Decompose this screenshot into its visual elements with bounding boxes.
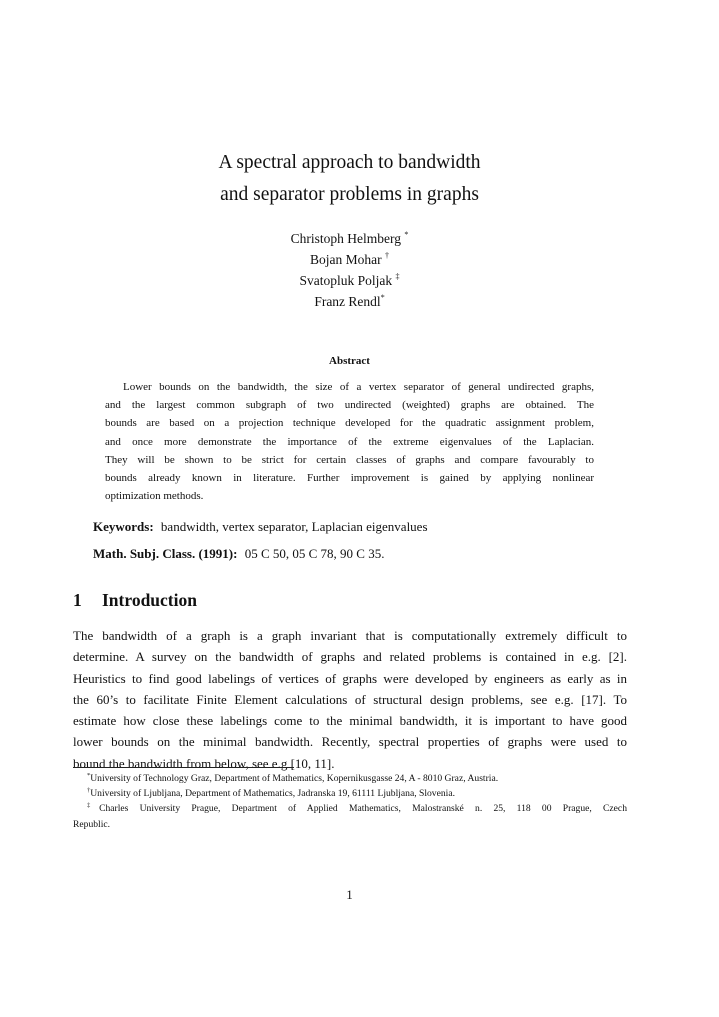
abstract-text	[105, 378, 594, 505]
footnote-mark: †	[87, 787, 91, 795]
paragraph-line: the 60’s to facilitate Finite Element calculations of structural design problems, see e.g. [17]. To	[73, 691, 627, 707]
footnote	[73, 786, 627, 801]
footnote	[73, 771, 627, 786]
paper-title	[0, 147, 699, 211]
author-entry	[0, 291, 699, 312]
title-line-1: A spectral approach to bandwidth	[218, 152, 481, 173]
footnote-text: Republic.	[73, 818, 111, 830]
paragraph-line: lower bounds on the minimal bandwidth. Recently, spectral properties of graphs were used to	[73, 734, 627, 750]
footnote-text: University of Ljubljana, Department of Mathematics, Jadranska 19, 61111 Ljubljana, Slovenia.	[90, 788, 455, 800]
author-footnote-mark: ‡	[395, 272, 400, 281]
abstract-line: They will be shown to be strict for certain classes of graphs and compare favourably to	[105, 453, 594, 466]
section-title: Introduction	[102, 590, 197, 610]
footnote	[73, 801, 627, 816]
abstract-line: bounds already known in literature. Further improvement is gained by applying nonlinear	[105, 472, 594, 485]
abstract-line: Lower bounds on the bandwidth, the size of a vertex separator of general undirected graphs,	[123, 381, 594, 393]
abstract-line: bounds are based on a projection technique developed for the quadratic assignment problem,	[105, 417, 594, 430]
section-heading	[73, 590, 197, 611]
keywords	[93, 519, 428, 535]
author-entry	[0, 270, 699, 291]
title-line-2: and separator problems in graphs	[220, 184, 479, 205]
msc-value: 05 C 50, 05 C 78, 90 C 35.	[244, 546, 385, 561]
author-entry	[0, 249, 699, 270]
author-footnote-mark: †	[385, 251, 389, 260]
footnote-mark: *	[87, 772, 91, 779]
footnotes	[73, 771, 627, 832]
keywords-label: Keywords:	[93, 519, 154, 534]
author-entry	[0, 228, 699, 249]
keywords-value: bandwidth, vertex separator, Laplacian eigenvalues	[160, 519, 428, 534]
paragraph-line: Heuristics to find good labelings of vertices of graphs were developed by engineers as early as in	[73, 670, 627, 686]
footnote-divider	[73, 767, 294, 768]
author-name: Svatopluk Poljak	[299, 273, 393, 288]
author-name: Christoph Helmberg	[290, 231, 401, 246]
footnote-mark: ‡	[87, 802, 100, 810]
msc-label: Math. Subj. Class. (1991):	[93, 546, 238, 561]
section-number: 1	[73, 590, 82, 610]
paragraph-line: bound the bandwidth from below, see e.g [10, 11].	[73, 755, 335, 771]
math-subject-class	[93, 546, 384, 562]
introduction-paragraph	[73, 625, 627, 774]
author-name: Bojan Mohar	[310, 252, 382, 267]
abstract-line: and the largest common subgraph of two undirected (weighted) graphs are obtained. The	[105, 399, 594, 412]
author-list	[0, 228, 699, 312]
paragraph-line: estimate how close these labelings come to the minimal bandwidth, it is important to have good	[73, 713, 627, 729]
author-footnote-mark: *	[404, 230, 409, 239]
author-footnote-mark: *	[380, 293, 385, 302]
paragraph-line: The bandwidth of a graph is a graph invariant that is computationally extremely difficult to	[73, 628, 627, 643]
abstract-line: and once more demonstrate the importance of the extreme eigenvalues of the Laplacian.	[105, 435, 594, 448]
author-name: Franz Rendl	[314, 294, 381, 309]
abstract-line: optimization methods.	[105, 490, 204, 503]
footnote-text: Charles University Prague, Department of Applied Mathematics, Malostranské n. 25, 118 00 Prague, Czech	[99, 803, 627, 815]
footnote-continuation	[73, 817, 627, 832]
paragraph-line: determine. A survey on the bandwidth of graphs and related problems is contained in e.g. [2].	[73, 649, 627, 665]
footnote-text: University of Technology Graz, Department of Mathematics, Kopernikusgasse 24, A - 8010 Graz, Austria.	[90, 773, 499, 784]
page-number: 1	[346, 887, 353, 902]
abstract-heading: Abstract	[329, 355, 370, 367]
